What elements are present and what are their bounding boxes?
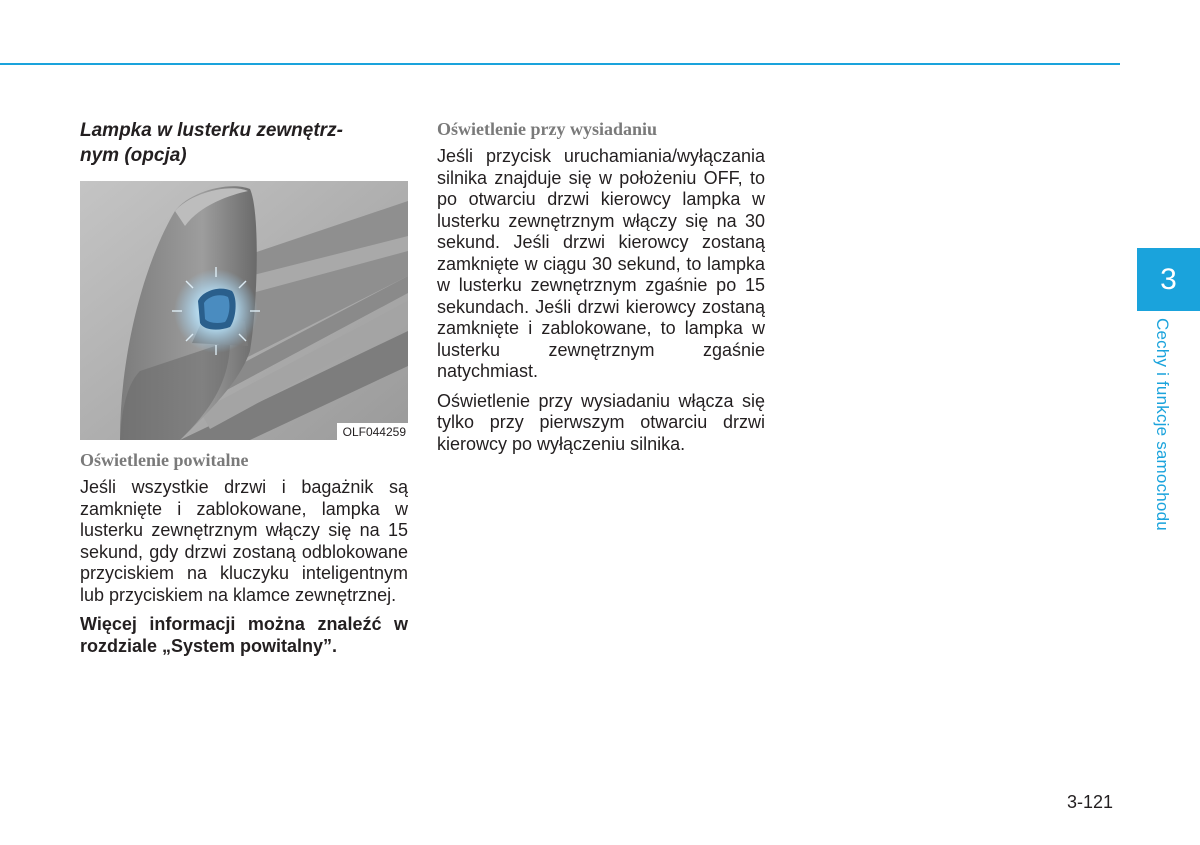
welcome-system-reference: Więcej informacji można znaleźć w rozdziale „System powitalny”. — [80, 614, 408, 656]
section-title — [80, 118, 408, 168]
section-title-line-2: nym (opcja) — [80, 145, 187, 166]
figure-code: OLF044259 — [337, 423, 408, 440]
exit-light-paragraph-1: Jeśli przycisk uruchamiania/wyłączania silnika znajduje się w położeniu OFF, to po otwarciu drzwi kierowcy lampka w lusterku zewnętrznym włączy się na 30 sekund. Jeśli drzwi kierowcy zostaną zamknięte w ciągu 30 sekund, to lampka w lusterku zewnętrznym zgaśnie po 15 sekundach. Jeśli drzwi kierowcy zostaną zamknięte i zablokowane, to lampka w lusterku zewnętrznym zgaśnie natychmiast. — [437, 146, 765, 381]
exit-light-heading: Oświetlenie przy wysiadaniu — [437, 119, 658, 139]
chapter-title: Cechy i funkcje samochodu — [1153, 318, 1172, 531]
left-column — [80, 118, 408, 665]
mirror-lamp-illustration — [80, 181, 408, 440]
page-number: 3-121 — [1067, 792, 1114, 812]
welcome-light-heading: Oświetlenie powitalne — [80, 450, 249, 470]
middle-column — [437, 118, 765, 463]
mirror-lamp-drawing — [80, 181, 408, 440]
exit-light-paragraph-2: Oświetlenie przy wysiadaniu włącza się tylko przy pierwszym otwarciu drzwi kierowcy po wyłączeniu silnika. — [437, 390, 765, 454]
chapter-tab: 3 — [1137, 248, 1200, 311]
header-rule — [0, 63, 1120, 65]
welcome-light-paragraph: Jeśli wszystkie drzwi i bagażnik są zamknięte i zablokowane, lampka w lusterku zewnętrznym włączy się na 15 sekund, gdy drzwi zostaną odblokowane przyciskiem na kluczyku inteligentnym lub przyciskiem na klamce zewnętrznej. — [80, 477, 408, 605]
section-title-line-1: Lampka w lusterku zewnętrz- — [80, 120, 343, 141]
